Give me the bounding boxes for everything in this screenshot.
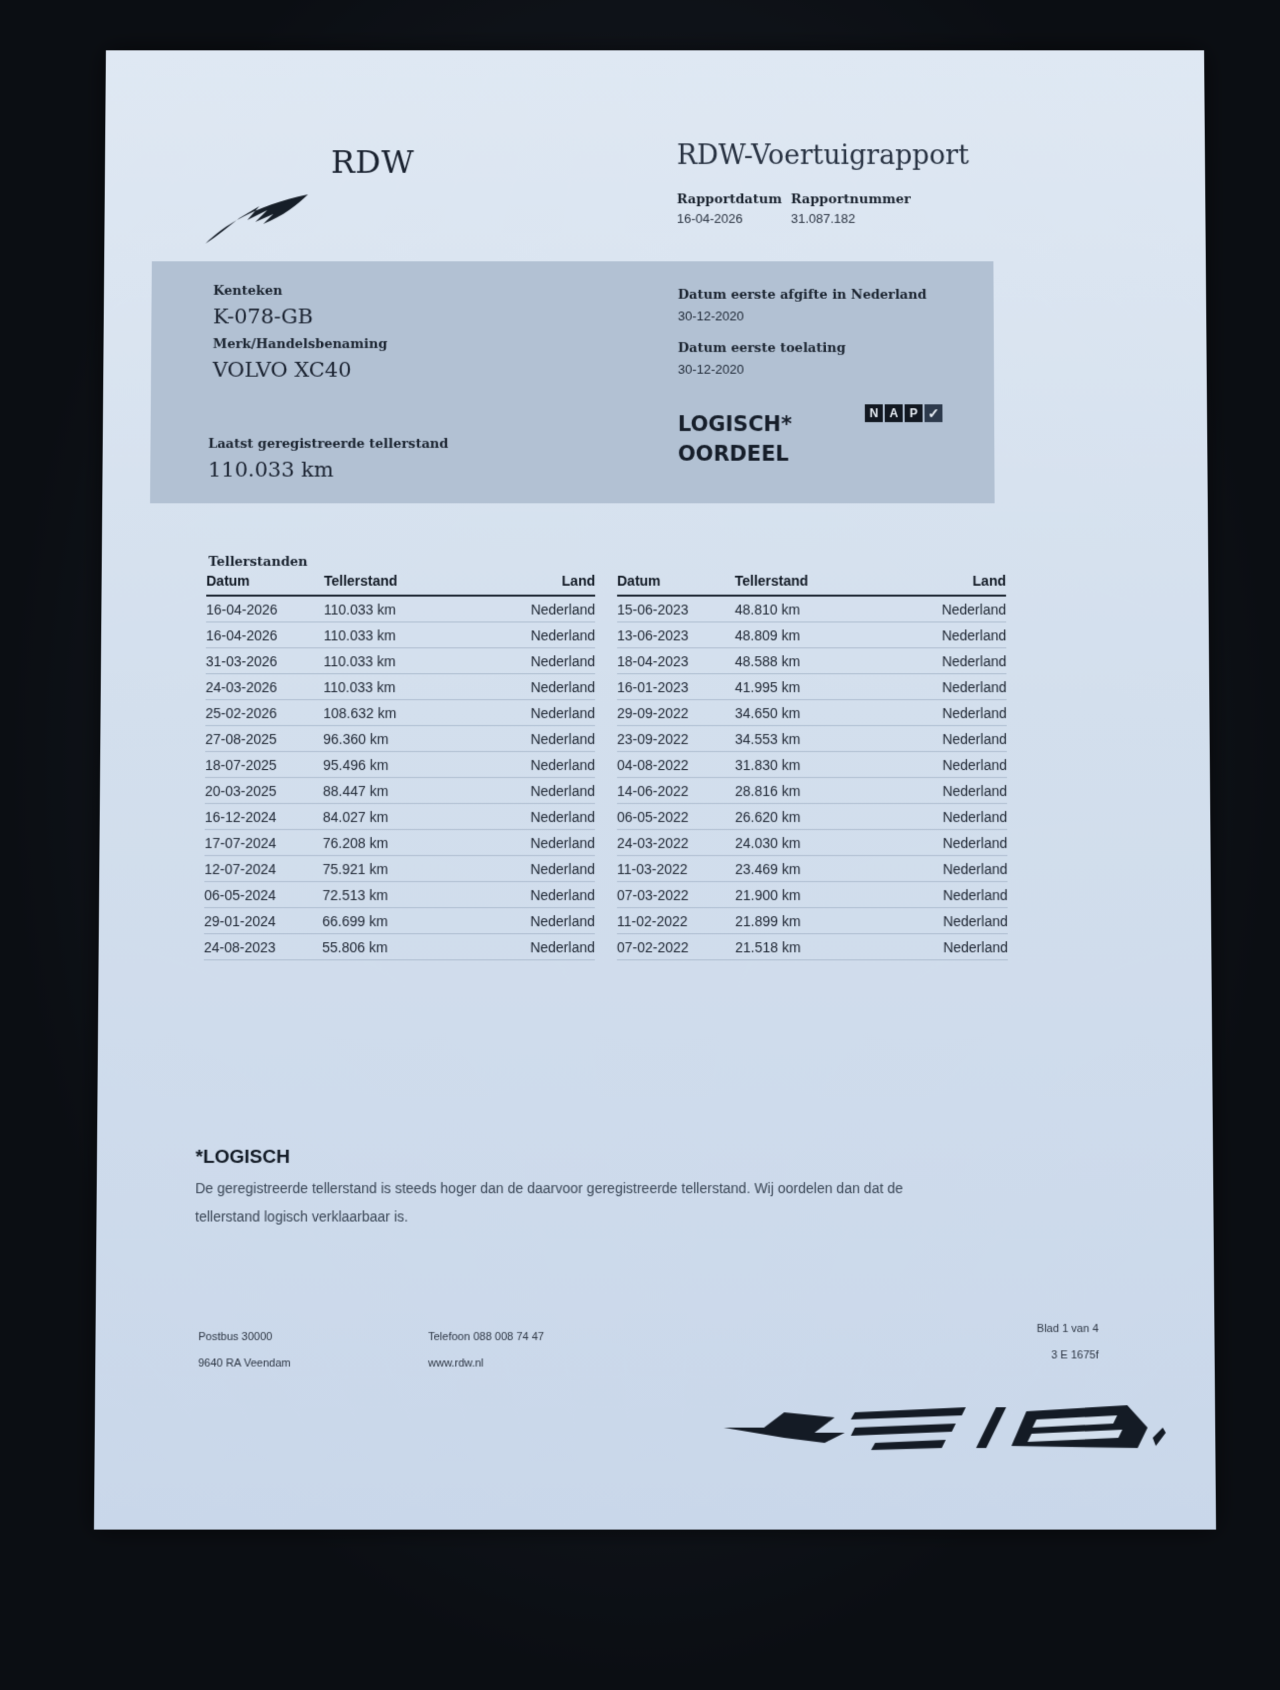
reading-date: 18-04-2023 bbox=[617, 652, 689, 669]
odometer-block bbox=[208, 437, 448, 482]
reading-km: 21.900 km bbox=[735, 886, 801, 903]
odometer-value: 110.033 km bbox=[207, 457, 334, 482]
header-land: Land bbox=[561, 572, 596, 589]
table-row bbox=[617, 778, 1007, 804]
reading-date: 04-08-2022 bbox=[617, 756, 689, 773]
reading-land: Nederland bbox=[942, 808, 1008, 825]
make-value: VOLVO XC40 bbox=[212, 357, 352, 382]
table-row bbox=[205, 778, 595, 804]
reading-land: Nederland bbox=[941, 601, 1007, 617]
reading-land: Nederland bbox=[530, 860, 595, 877]
reading-land: Nederland bbox=[530, 601, 596, 617]
table-row bbox=[205, 830, 595, 856]
first-admission-block bbox=[678, 341, 846, 377]
table-row bbox=[617, 830, 1007, 856]
reading-date: 24-03-2026 bbox=[205, 678, 278, 695]
reading-date: 18-07-2025 bbox=[205, 756, 277, 773]
reading-km: 76.208 km bbox=[322, 834, 389, 851]
reading-date: 16-12-2024 bbox=[204, 808, 277, 825]
reading-date: 31-03-2026 bbox=[205, 652, 278, 669]
readings-table-right bbox=[617, 573, 1008, 961]
reading-land: Nederland bbox=[530, 834, 595, 851]
reading-km: 24.030 km bbox=[735, 834, 801, 851]
reading-date: 16-04-2026 bbox=[206, 601, 278, 617]
reading-km: 21.899 km bbox=[735, 912, 801, 929]
table-row bbox=[617, 856, 1008, 882]
table-row bbox=[617, 752, 1007, 778]
reading-km: 55.806 km bbox=[322, 938, 388, 955]
reading-land: Nederland bbox=[530, 782, 595, 799]
footer-phone: Telefoon 088 008 74 47 bbox=[428, 1331, 545, 1344]
reading-land: Nederland bbox=[942, 860, 1008, 877]
reading-date: 24-08-2023 bbox=[203, 938, 276, 955]
reading-land: Nederland bbox=[942, 782, 1008, 799]
reading-km: 48.809 km bbox=[734, 626, 801, 643]
reading-land: Nederland bbox=[530, 678, 596, 695]
reading-date: 16-01-2023 bbox=[617, 678, 689, 695]
verdict bbox=[678, 409, 792, 468]
report-number: 31.087.182 bbox=[790, 211, 856, 226]
table-header bbox=[206, 573, 595, 597]
reading-km: 48.588 km bbox=[734, 652, 801, 669]
reading-km: 31.830 km bbox=[734, 756, 801, 773]
reading-date: 24-03-2022 bbox=[616, 834, 689, 851]
plate-value: K-078-GB bbox=[212, 304, 314, 329]
reading-land: Nederland bbox=[530, 938, 595, 955]
logo-text: RDW bbox=[330, 143, 415, 181]
report-date-label: Rapportdatum bbox=[676, 192, 782, 208]
reading-km: 28.816 km bbox=[735, 782, 801, 799]
reading-date: 17-07-2024 bbox=[204, 834, 277, 851]
table-row bbox=[617, 882, 1008, 908]
first-admission-label: Datum eerste toelating bbox=[677, 341, 846, 356]
table-row bbox=[206, 622, 595, 648]
footnote-text: De geregistreerde tellerstand is steeds hoger dan de daarvoor geregistreerde tellerstand. Wij oordelen dan dat de tellerstand logisch verklaarbaar is. bbox=[195, 1180, 904, 1225]
reading-km: 66.699 km bbox=[322, 912, 388, 929]
reading-land: Nederland bbox=[942, 886, 1008, 903]
reading-land: Nederland bbox=[530, 808, 595, 825]
readings-title: Tellerstanden bbox=[208, 554, 308, 570]
reading-date: 27-08-2025 bbox=[205, 730, 277, 747]
first-issue-label: Datum eerste afgifte in Nederland bbox=[677, 287, 927, 303]
table-row bbox=[204, 856, 595, 882]
reading-km: 84.027 km bbox=[322, 808, 389, 825]
reading-km: 23.469 km bbox=[735, 860, 801, 877]
table-row bbox=[617, 934, 1008, 960]
reading-km: 95.496 km bbox=[323, 756, 389, 773]
reading-date: 23-09-2022 bbox=[617, 730, 689, 747]
footnote-title: *LOGISCH bbox=[195, 1146, 291, 1168]
reading-km: 96.360 km bbox=[323, 730, 389, 747]
reading-land: Nederland bbox=[530, 704, 596, 721]
table-row bbox=[206, 648, 595, 674]
reading-land: Nederland bbox=[530, 626, 596, 643]
report-date-block bbox=[677, 192, 782, 225]
reading-land: Nederland bbox=[941, 678, 1007, 695]
nap-badge bbox=[865, 404, 943, 422]
table-row bbox=[206, 674, 596, 700]
table-header bbox=[617, 573, 1006, 597]
reading-date: 20-03-2025 bbox=[204, 782, 277, 799]
reading-land: Nederland bbox=[942, 912, 1008, 929]
make-label: Merk/Handelsbenaming bbox=[212, 337, 388, 352]
reading-date: 07-02-2022 bbox=[616, 938, 689, 955]
header-land: Land bbox=[972, 572, 1007, 589]
reading-km: 21.518 km bbox=[735, 938, 801, 955]
reading-land: Nederland bbox=[530, 886, 595, 903]
feather-logo-icon bbox=[204, 187, 313, 246]
make-block bbox=[213, 337, 388, 381]
reading-date: 16-04-2026 bbox=[205, 626, 278, 643]
report-number-block bbox=[791, 192, 911, 225]
reading-date: 11-02-2022 bbox=[616, 912, 688, 929]
reading-date: 15-06-2023 bbox=[617, 601, 689, 617]
reading-km: 75.921 km bbox=[322, 860, 389, 877]
nap-letter-n: N bbox=[865, 404, 883, 422]
table-row bbox=[204, 934, 595, 960]
report-title: RDW-Voertuigrapport bbox=[676, 140, 970, 171]
table-row bbox=[617, 674, 1007, 700]
footer-code: 3 E 1675f bbox=[1051, 1349, 1099, 1362]
signature-mark bbox=[724, 1397, 1168, 1458]
plate-label: Kenteken bbox=[213, 283, 283, 299]
reading-land: Nederland bbox=[941, 626, 1007, 643]
reading-date: 12-07-2024 bbox=[204, 860, 277, 877]
first-issue-block bbox=[678, 288, 927, 323]
footer-address-line-1: Postbus 30000 bbox=[198, 1331, 273, 1344]
footer-contact bbox=[428, 1324, 544, 1377]
nap-letter-a: A bbox=[885, 404, 903, 422]
rdw-report-sheet bbox=[94, 50, 1216, 1529]
table-row bbox=[205, 726, 595, 752]
report-date: 16-04-2026 bbox=[676, 211, 743, 226]
footer-address bbox=[198, 1324, 291, 1377]
table-row bbox=[617, 597, 1006, 623]
table-row bbox=[206, 597, 595, 623]
footer-page: Blad 1 van 4 bbox=[1036, 1322, 1099, 1336]
reading-land: Nederland bbox=[942, 834, 1008, 851]
reading-km: 108.632 km bbox=[323, 704, 397, 721]
reading-land: Nederland bbox=[530, 730, 596, 747]
table-row bbox=[617, 726, 1007, 752]
plate-block bbox=[213, 284, 313, 328]
reading-land: Nederland bbox=[530, 912, 595, 929]
reading-date: 25-02-2026 bbox=[205, 704, 278, 721]
reading-land: Nederland bbox=[942, 756, 1007, 773]
table-row bbox=[204, 908, 595, 934]
table-row bbox=[205, 752, 595, 778]
reading-date: 07-03-2022 bbox=[616, 886, 689, 903]
reading-km: 72.513 km bbox=[322, 886, 388, 903]
report-number-label: Rapportnummer bbox=[790, 192, 911, 208]
reading-date: 11-03-2022 bbox=[616, 860, 688, 877]
reading-date: 06-05-2022 bbox=[616, 808, 689, 825]
footer-web: www.rdw.nl bbox=[428, 1357, 484, 1370]
table-row bbox=[617, 700, 1007, 726]
first-admission-value: 30-12-2020 bbox=[677, 361, 744, 377]
reading-land: Nederland bbox=[943, 938, 1008, 955]
readings-table-left bbox=[204, 573, 595, 961]
reading-land: Nederland bbox=[530, 652, 596, 669]
reading-land: Nederland bbox=[942, 704, 1007, 721]
reading-date: 29-01-2024 bbox=[204, 912, 276, 929]
footer-page-info bbox=[998, 1316, 1099, 1369]
footer-address-line-2: 9640 RA Veendam bbox=[198, 1357, 291, 1370]
verdict-line-2: OORDEEL bbox=[677, 441, 789, 466]
reading-land: Nederland bbox=[530, 756, 596, 773]
reading-km: 110.033 km bbox=[323, 626, 396, 643]
header-date: Datum bbox=[206, 572, 250, 589]
table-row bbox=[205, 700, 595, 726]
header-date: Datum bbox=[617, 572, 661, 589]
table-row bbox=[617, 908, 1008, 934]
reading-km: 110.033 km bbox=[323, 652, 396, 669]
reading-km: 110.033 km bbox=[323, 601, 396, 617]
reading-date: 29-09-2022 bbox=[617, 704, 689, 721]
nap-check-icon: ✓ bbox=[925, 404, 943, 422]
table-row bbox=[617, 804, 1007, 830]
header-km: Tellerstand bbox=[734, 572, 809, 589]
reading-date: 13-06-2023 bbox=[617, 626, 689, 643]
verdict-line-1: LOGISCH* bbox=[677, 412, 792, 436]
reading-land: Nederland bbox=[941, 652, 1007, 669]
reading-km: 88.447 km bbox=[322, 782, 389, 799]
table-row bbox=[617, 648, 1006, 674]
reading-km: 41.995 km bbox=[734, 678, 801, 695]
reading-land: Nederland bbox=[942, 730, 1007, 747]
reading-km: 110.033 km bbox=[323, 678, 396, 695]
nap-letter-p: P bbox=[905, 404, 923, 422]
reading-date: 14-06-2022 bbox=[616, 782, 689, 799]
header-km: Tellerstand bbox=[323, 572, 398, 589]
table-row bbox=[617, 622, 1006, 648]
reading-km: 34.650 km bbox=[734, 704, 801, 721]
odometer-label: Laatst geregistreerde tellerstand bbox=[208, 436, 449, 452]
reading-date: 06-05-2024 bbox=[204, 886, 277, 903]
reading-km: 34.553 km bbox=[734, 730, 801, 747]
reading-km: 26.620 km bbox=[735, 808, 801, 825]
first-issue-value: 30-12-2020 bbox=[677, 308, 744, 324]
reading-km: 48.810 km bbox=[734, 601, 801, 617]
table-row bbox=[204, 882, 595, 908]
table-row bbox=[205, 804, 595, 830]
rdw-logo bbox=[204, 143, 415, 245]
